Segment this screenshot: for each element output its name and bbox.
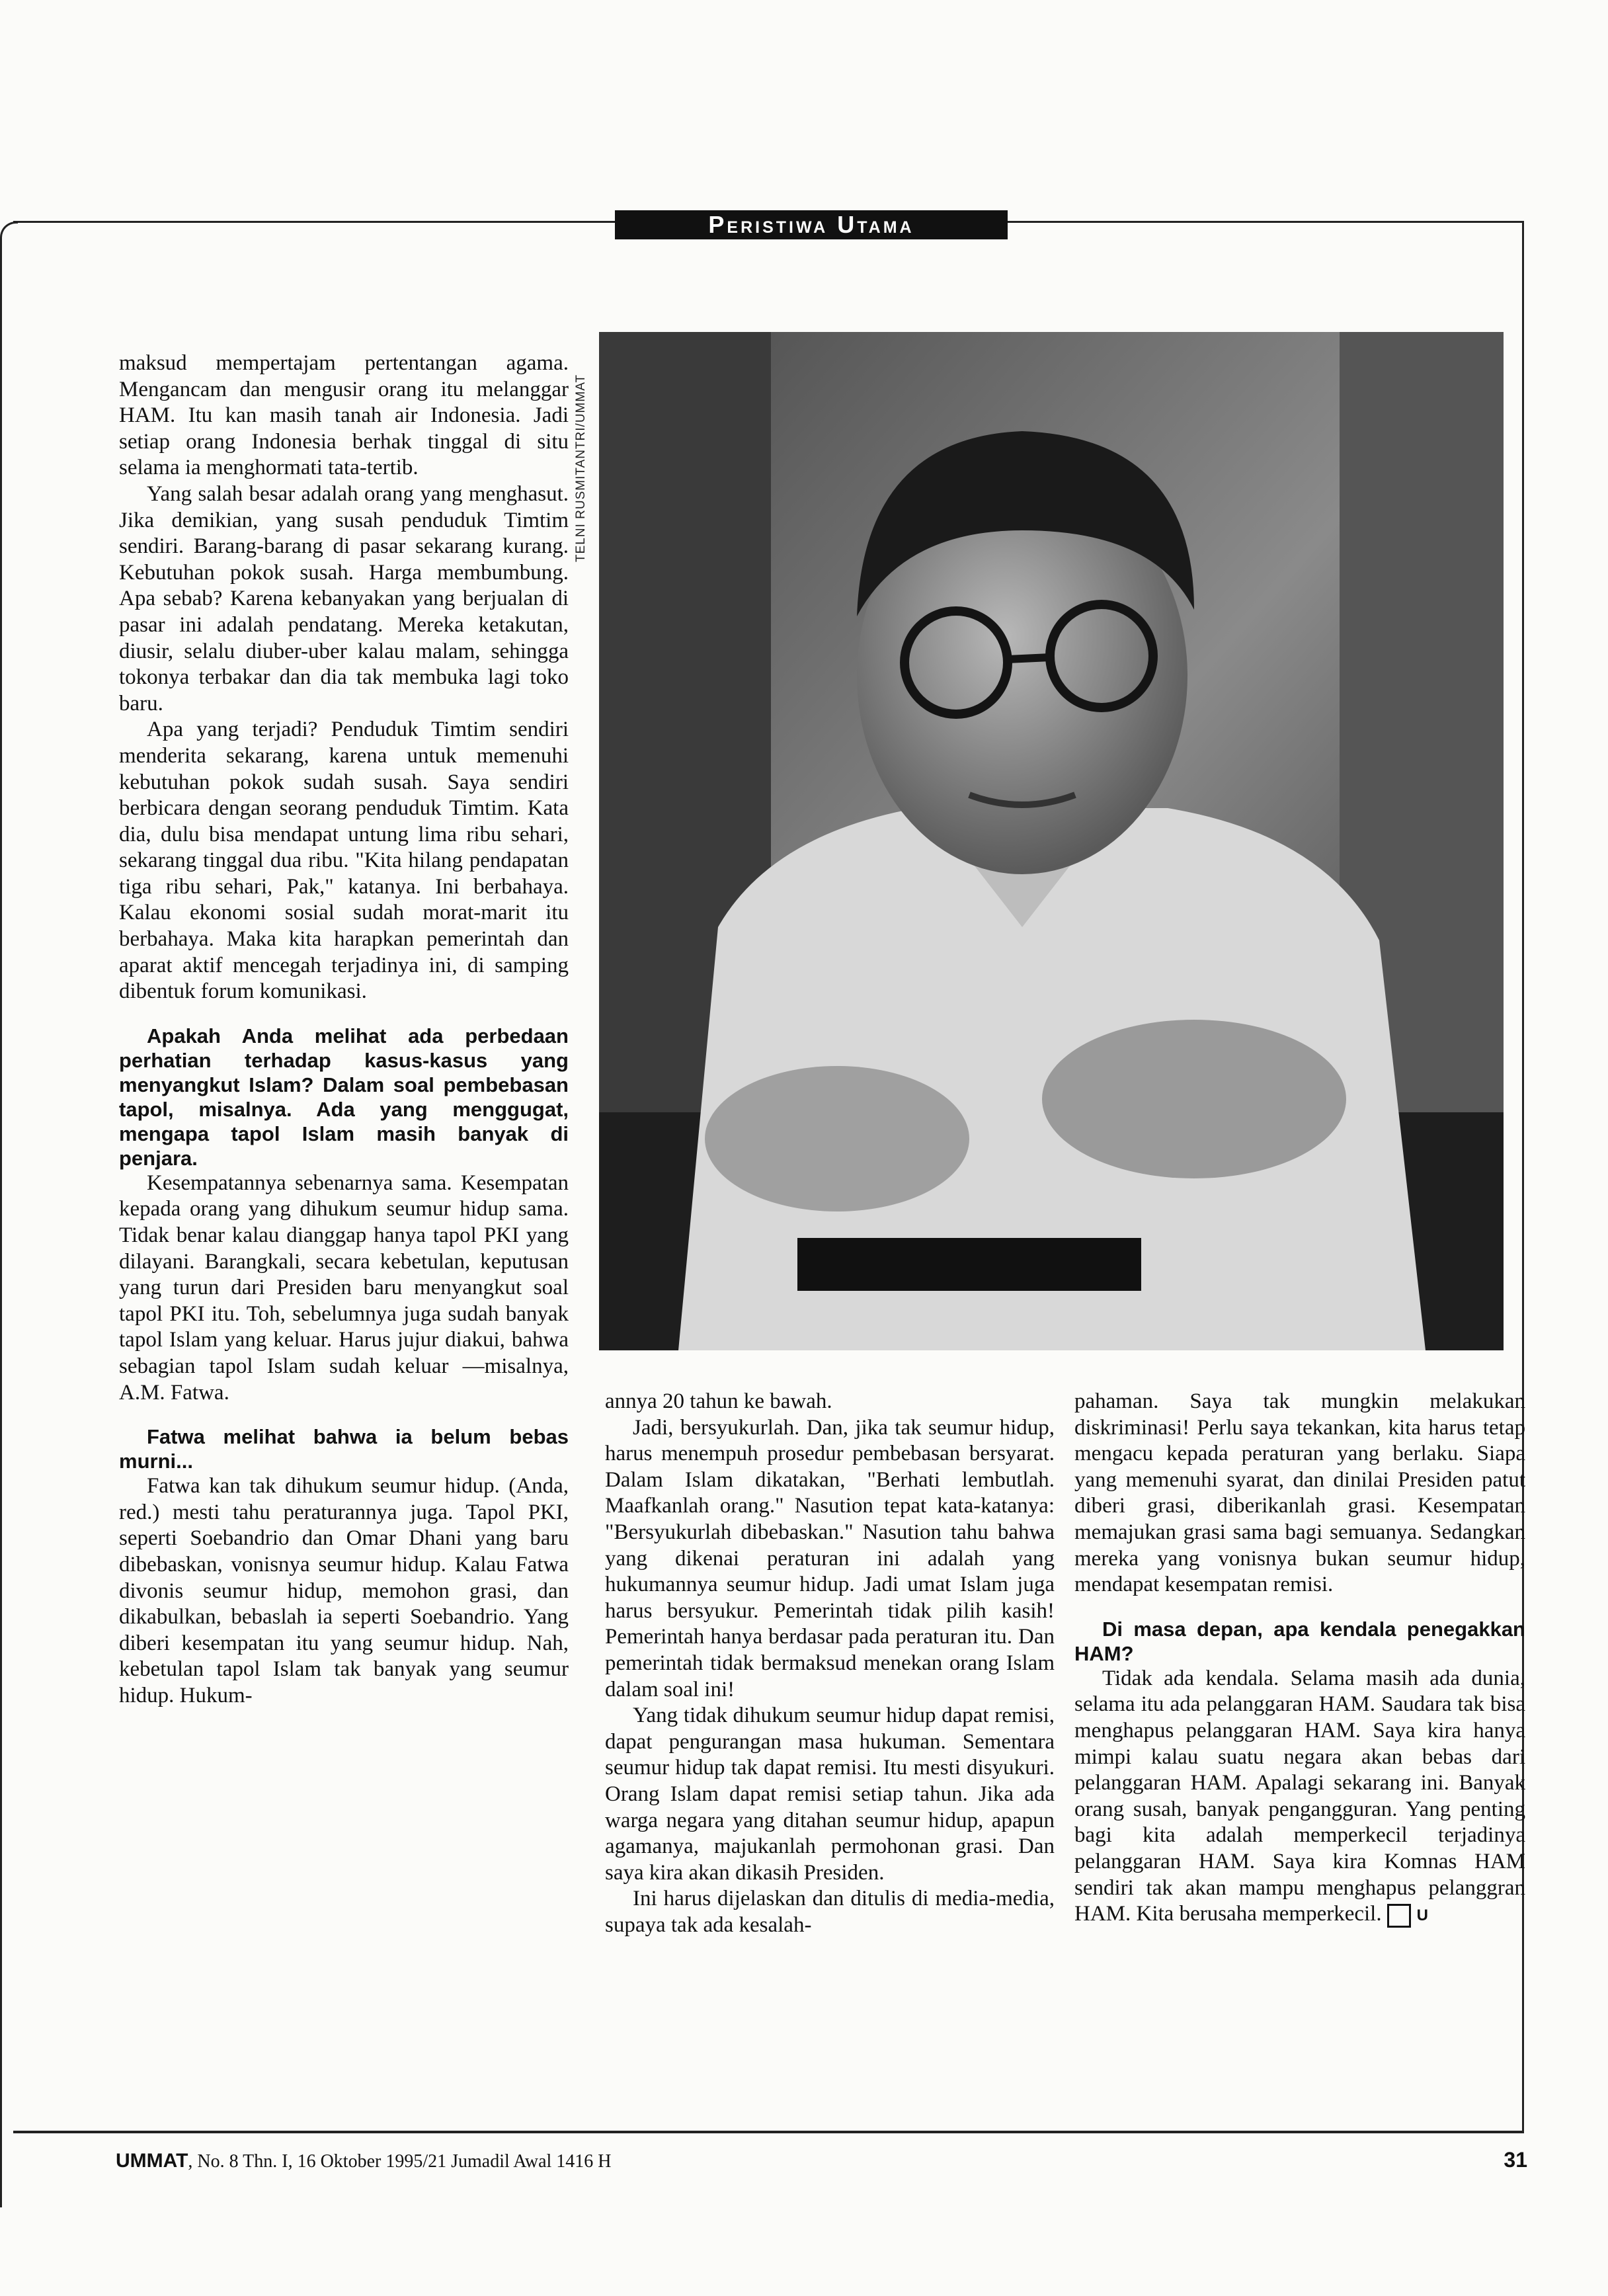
interview-question: Apakah Anda melihat ada perbedaan perhatian terhadap kasus-kasus yang menyangkut Islam? Dalam soal pembebasan tapol, misalnya. Ada yang menggugat, mengapa tapol Islam masih banyak di penjara. [119,1024,569,1170]
portrait-photo [599,332,1504,1350]
column-2 [605,1389,1055,1938]
photo-credit: TELNI RUSMITANTRI/UMMAT [574,374,588,562]
issue-info: , No. 8 Thn. I, 16 Oktober 1995/21 Jumadil Awal 1416 H [188,2151,612,2172]
paragraph: maksud mempertajam pertentangan agama. Mengancam dan mengusir orang itu melanggar HAM. Itu kan masih tanah air Indonesia. Jadi setiap orang Indonesia berhak tinggal di situ selama ia menghormati tata-tertib. [119,351,569,480]
end-mark-icon: U [1387,1904,1411,1928]
paragraph: Apa yang terjadi? Penduduk Timtim sendiri menderita sekarang, karena untuk memenuhi kebutuhan pokok sudah susah. Saya sendiri berbicara dengan seorang penduduk Timtim. Kata dia, dulu bisa mendapat untung lima ribu sehari, sekarang tinggal dua ribu. "Kita hilang pendapatan tiga ribu sehari, Pak," katanya. Ini berbahaya. Kalau ekonomi sosial sudah morat-marit itu berbahaya. Maka kita harapkan pemerintah dan aparat aktif mencegah terjadinya ini, di samping dibentuk forum komunikasi. [119,718,569,1004]
section-rubric: Peristiwa Utama [615,210,1008,239]
portrait-illustration [599,332,1504,1350]
footer-issue-line [116,2148,1008,2174]
bottom-rule [13,2131,1524,2133]
column-3 [1074,1389,1525,1928]
paragraph: Yang tidak dihukum seumur hidup dapat remisi, dapat pengurangan masa hukuman. Sementara seumur hidup tak dapat remisi. Itu mesti disyukuri. Orang Islam dapat remisi setiap tahun. Jika ada warga negara yang ditahan seumur hidup, apapun agamanya, majukanlah permohonan grasi. Dan saya kira akan dikasih Presiden. [605,1703,1055,1885]
paragraph: Ini harus dijelaskan dan ditulis di media-media, supaya tak ada kesalah- [605,1887,1055,1937]
closing-answer: Tidak ada kendala. Selama masih ada dunia, selama itu ada pelanggaran HAM. Saudara tak bisa menghapus pelanggaran HAM. Saya kira hanya mimpi kalau suatu negara akan bebas dari pelanggaran HAM. Apalagi sekarang ini. Banyak orang susah, banyak pengangguran. Yang penting bagi kita adalah memperkecil terjadinya pelanggaran HAM. Saya kira Komnas HAM sendiri tak akan mampu menghapus pelanggran HAM. Kita berusaha memperkecil. [1074,1666,1525,1926]
paragraph: Fatwa kan tak dihukum seumur hidup. (Anda, red.) mesti tahu peraturannya juga. Tapol PKI, seperti Soebandrio dan Omar Dhani yang baru dibebaskan, vonisnya seumur hidup. Kalau Fatwa divonis seumur hidup, memohon grasi, dan dikabulkan, bebaslah ia seperti Soebandrio. Yang diberi kesempatan itu yang seumur hidup. Nah, kebetulan tapol Islam tak banyak yang seumur hidup. Hukum- [119,1474,569,1707]
page-number: 31 [1504,2148,1527,2172]
paragraph [1074,1666,1525,1928]
magazine-name: UMMAT [116,2150,188,2172]
paragraph: Jadi, bersyukurlah. Dan, jika tak seumur hidup, harus menempuh prosedur pembebasan bersyarat. Dalam Islam dikatakan, "Berhati lembutlah. Maafkanlah orang." Nasution tepat kata-katanya: "Bersyukurlah dibebaskan." Nasution tahu bahwa yang dikenai peraturan ini adalah yang hukumannya seumur hidup. Jadi umat Islam juga harus bersyukur. Pemerintah tidak pilih kasih! Pemerintah hanya berdasar pada peraturan itu. Dan pemerintah tidak bermaksud menekan orang Islam dalam soal ini! [605,1415,1055,1702]
paragraph: pahaman. Saya tak mungkin melakukan diskriminasi! Perlu saya tekankan, kita harus tetap mengacu kepada peraturan yang berlaku. Siapa yang memenuhi syarat, dan dinilai Presiden patut diberi grasi, diberikanlah grasi. Kesempatan memajukan grasi sama bagi semuanya. Sedangkan mereka yang vonisnya bukan seumur hidup, mendapat kesempatan remisi. [1074,1389,1525,1597]
paragraph: Yang salah besar adalah orang yang menghasut. Jika demikian, yang susah penduduk Timtim sendiri. Barang-barang di pasar sekarang kurang. Kebutuhan pokok susah. Harga membumbung. Apa sebab? Karena kebanyakan yang berjualan di pasar ini adalah pendatang. Mereka ketakutan, diusir, selalu diuber-uber kalau malam, sehingga tokonya terbakar dan dia tak membuka lagi toko baru. [119,481,569,716]
paragraph: Kesempatannya sebenarnya sama. Kesempatan kepada orang yang dihukum seumur hidup sama. Tidak benar kalau dianggap hanya tapol PKI yang dilayani. Barangkali, secara kebetulan, keputusan yang turun dari Presiden baru menyangkut soal tapol PKI itu. Toh, sebelumnya juga sudah banyak tapol Islam yang keluar. Harus jujur diakui, bahwa sebagian tapol Islam sudah keluar —misalnya, A.M. Fatwa. [119,1170,569,1405]
column-1 [119,350,569,1709]
paragraph: annya 20 tahun ke bawah. [605,1389,832,1413]
interview-question: Di masa depan, apa kendala penegakkan HAM? [1074,1617,1525,1665]
page-frame-left [0,222,18,2207]
interview-question: Fatwa melihat bahwa ia belum bebas murni... [119,1425,569,1473]
